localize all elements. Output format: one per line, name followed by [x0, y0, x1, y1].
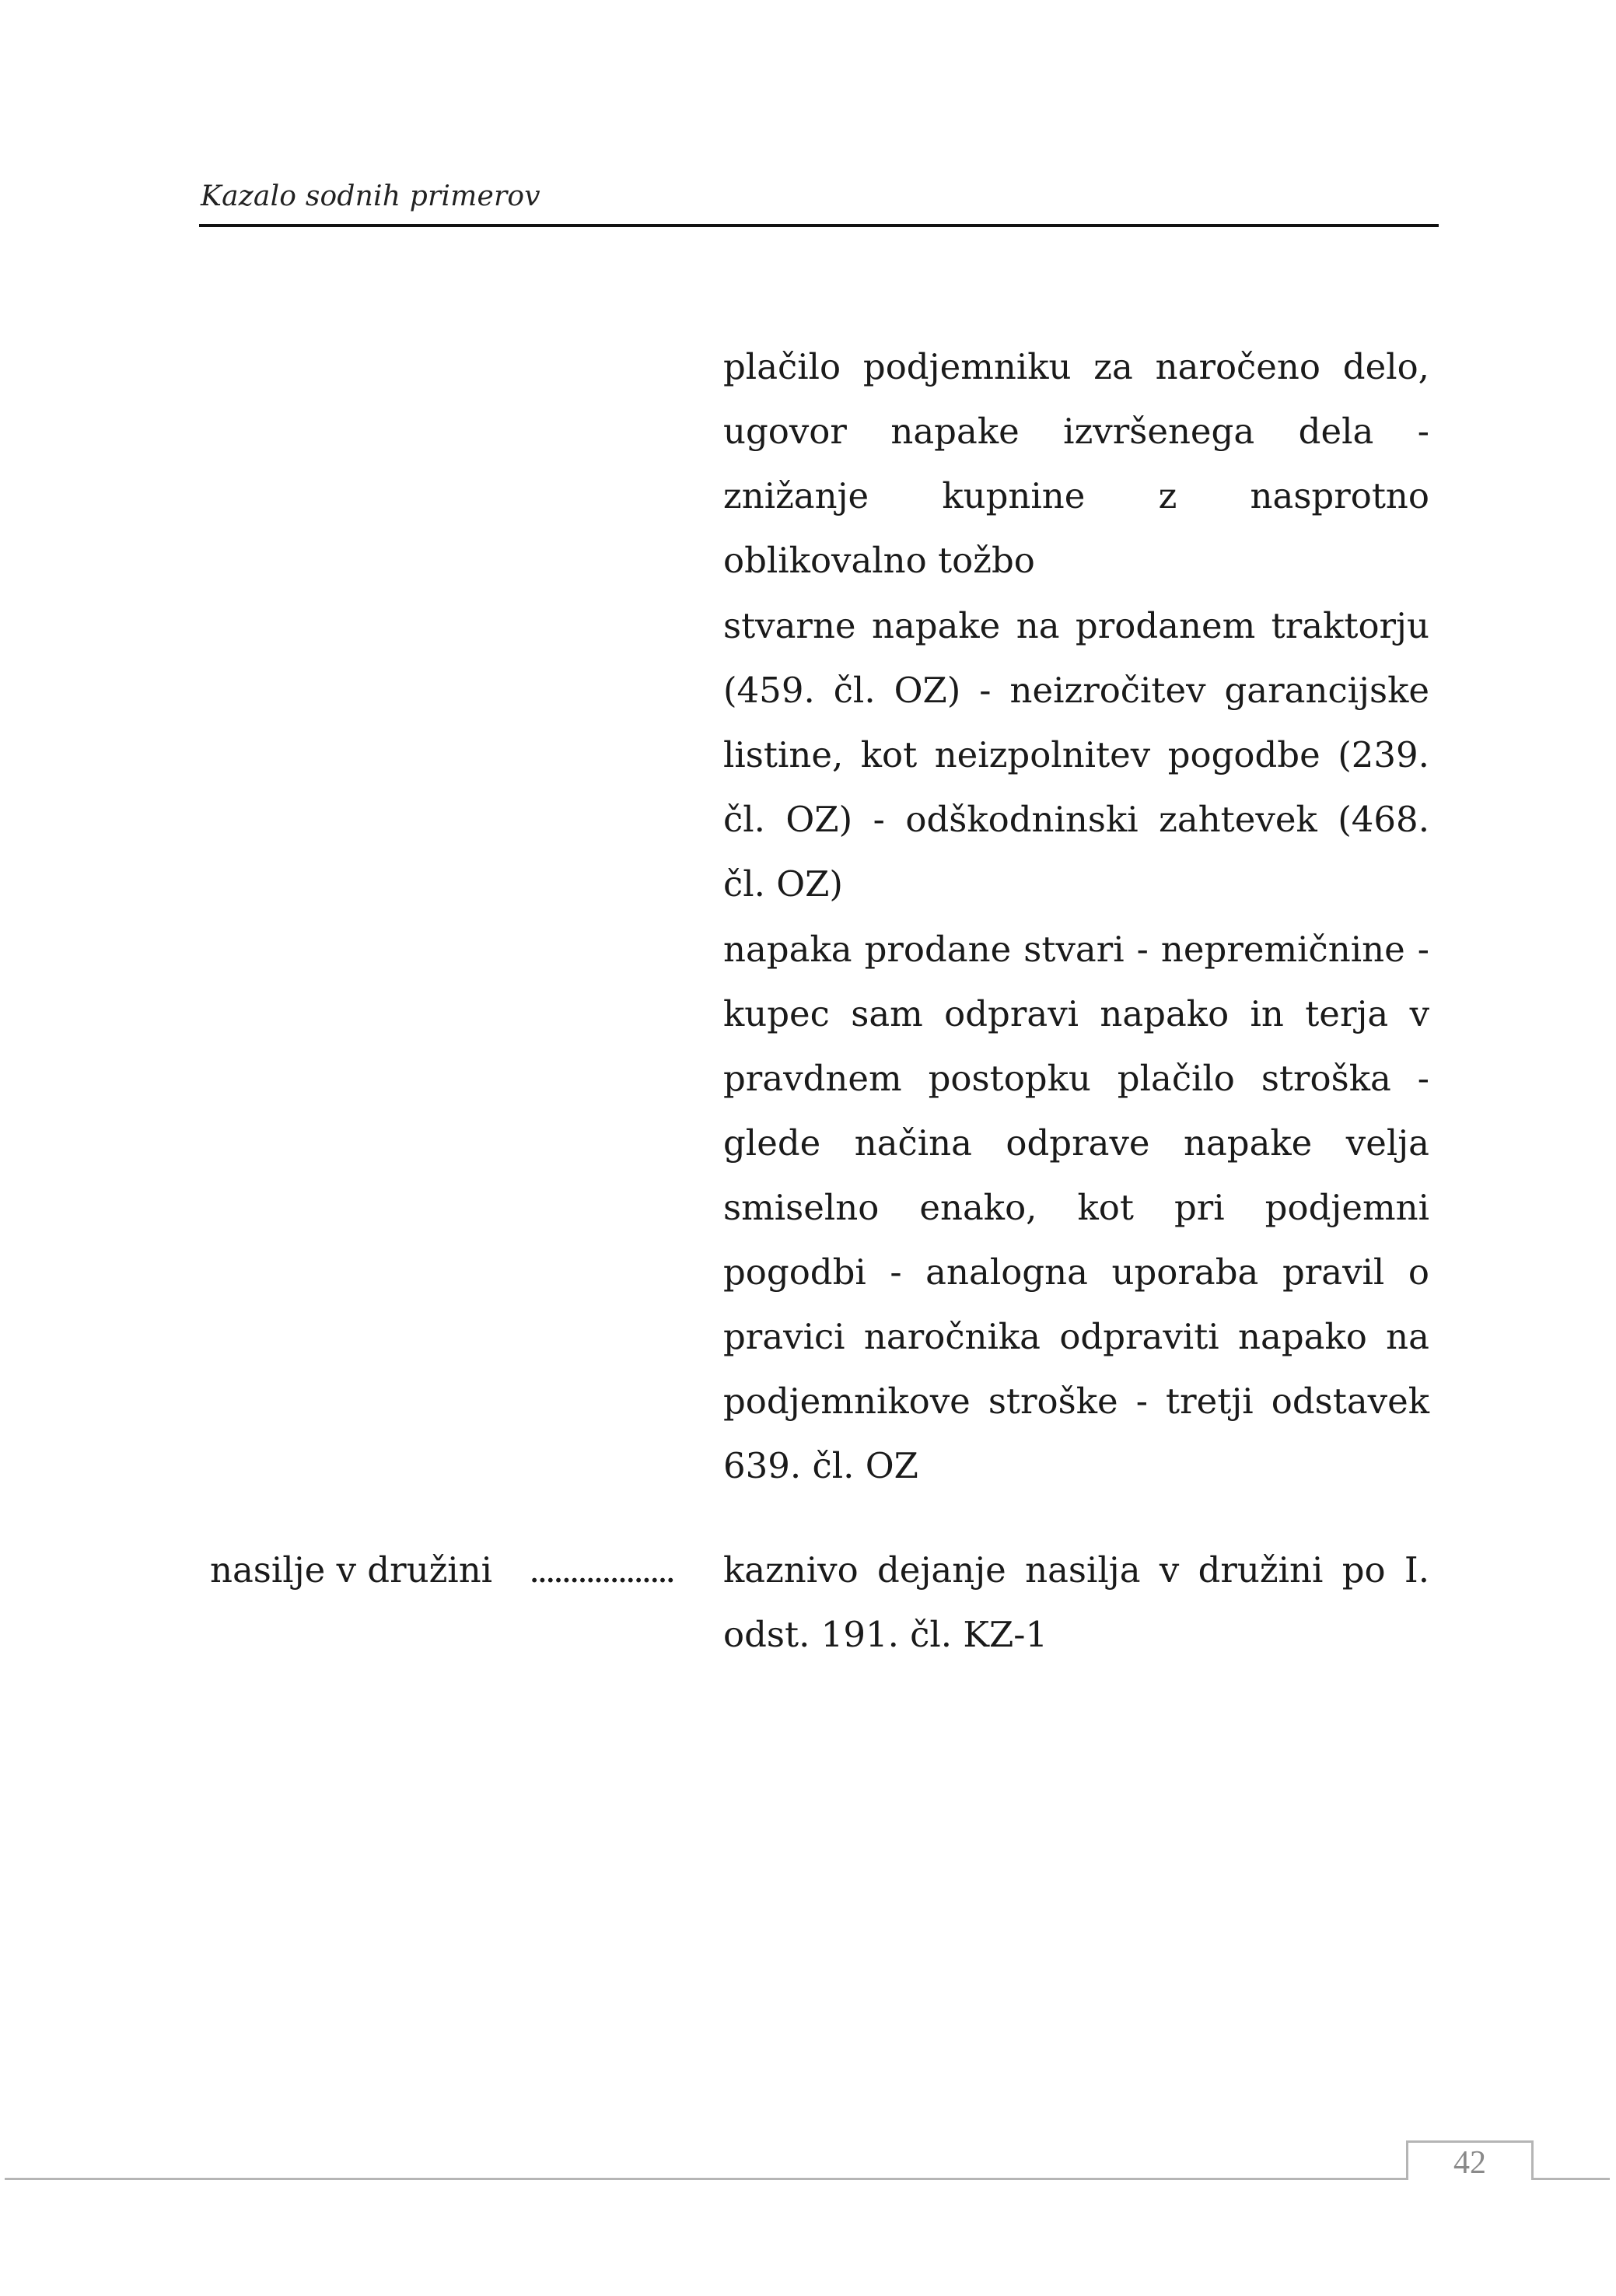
index-entry-2-description: stvarne napake na prodanem traktorju (459. čl. OZ) - neizročitev garancijske listine, kot neizpolnitev pogodbe (239. čl. OZ) - odškodninski zahtevek (468. čl. OZ) [723, 605, 1429, 905]
header-rule [199, 224, 1439, 227]
footer-rule-left [5, 2178, 1408, 2180]
index-entry-1-description: plačilo podjemniku za naročeno delo, ugovor napake izvršenega dela - znižanje kupnine z nasprotno oblikovalno tožbo [723, 346, 1429, 581]
index-entry-4-leader: .................. [529, 1549, 673, 1591]
index-entry-4-description: kaznivo dejanje nasilja v družini po I. odst. 191. čl. KZ-1 [723, 1549, 1429, 1655]
page-number: 42 [1453, 2145, 1486, 2181]
running-header: Kazalo sodnih primerov [201, 180, 540, 212]
index-entry-3-description: napaka prodane stvari - nepremičnine - kupec sam odpravi napako in terja v pravdnem postopku plačilo stroška - glede načina odprave napake velja smiselno enako, kot pri podjemni pogodbi - analogna uporaba pravil o pravici naročnika odpraviti napako na podjemnikove stroške - tretji odstavek 639. čl. OZ [723, 929, 1429, 1486]
index-entry-4-term: nasilje v družini [210, 1549, 493, 1591]
footer-rule-right [1532, 2178, 1610, 2180]
